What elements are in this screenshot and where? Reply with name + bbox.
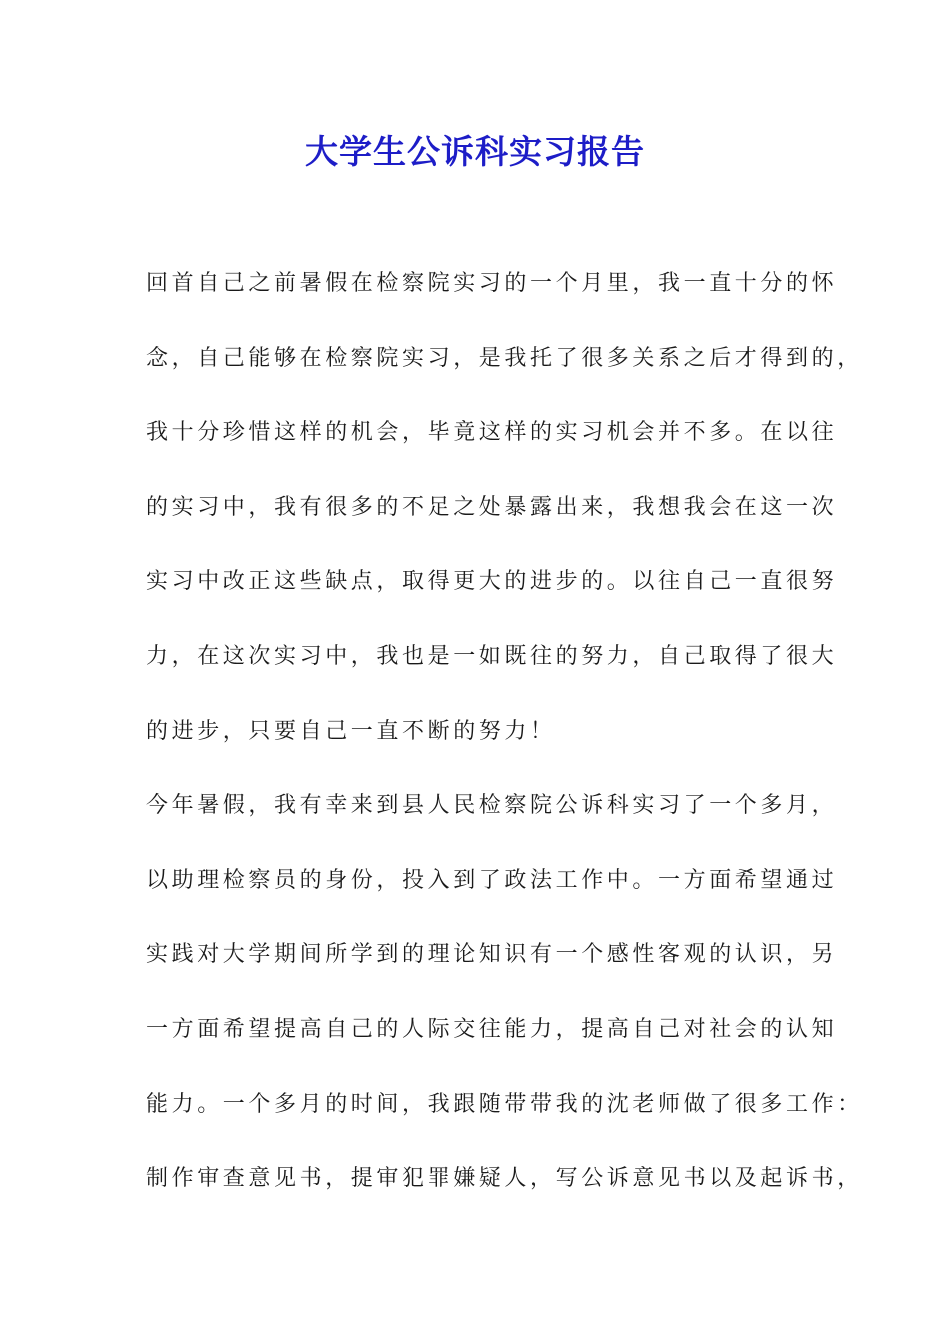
body-line: 以助理检察员的身份，投入到了政法工作中。一方面希望通过 [146,867,838,893]
body-line: 回首自己之前暑假在检察院实习的一个月里，我一直十分的怀 [146,271,838,296]
body-line: 实践对大学期间所学到的理论知识有一个感性客观的认识，另 [146,942,838,968]
body-line: 一方面希望提高自己的人际交往能力，提高自己对社会的认知 [146,1016,838,1042]
document-title: 大学生公诉科实习报告 [305,132,645,171]
body-line: 制作审查意见书，提审犯罪嫌疑人，写公诉意见书以及起诉书， [146,1166,863,1192]
body-line: 的实习中，我有很多的不足之处暴露出来，我想我会在这一次 [146,494,838,520]
body-line: 我十分珍惜这样的机会，毕竟这样的实习机会并不多。在以往 [146,420,838,446]
body-line: 力，在这次实习中，我也是一如既往的努力，自己取得了很大 [146,643,838,669]
body-line: 能力。一个多月的时间，我跟随带带我的沈老师做了很多工作： [146,1091,863,1117]
body-line: 实习中改正这些缺点，取得更大的进步的。以往自己一直很努 [146,569,838,595]
body-line: 今年暑假，我有幸来到县人民检察院公诉科实习了一个多月， [146,793,838,819]
body-line: 的进步，只要自己一直不断的努力！ [146,718,556,744]
body-line: 念，自己能够在检察院实习，是我托了很多关系之后才得到的， [146,345,863,371]
document-body [146,264,863,1234]
